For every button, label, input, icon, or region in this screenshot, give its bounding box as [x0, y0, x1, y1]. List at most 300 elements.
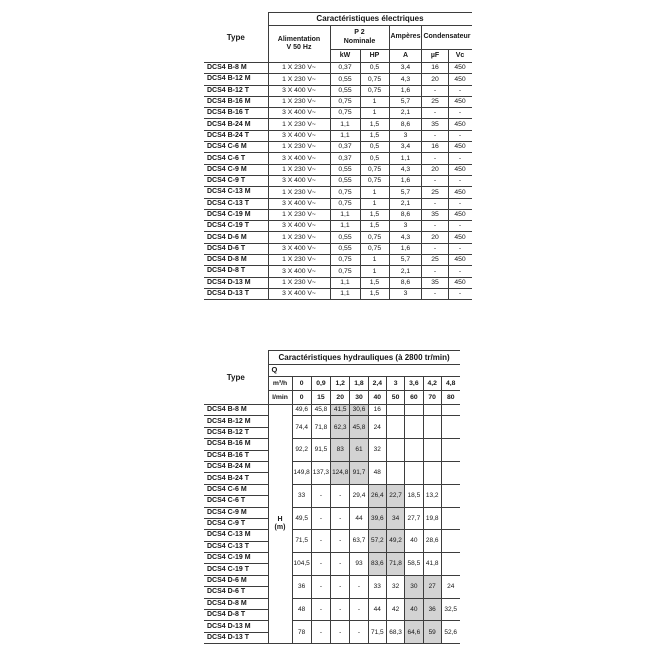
hydraulic-value-cell: 45,8 — [311, 405, 330, 416]
pump-type-cell: DCS4 C-19 M — [204, 209, 268, 220]
electrical-value-cell: 16 — [422, 142, 448, 153]
flow-value-cell: 2,4 — [368, 377, 386, 391]
hydraulic-value-cell: - — [331, 575, 350, 598]
electrical-value-cell: 1,6 — [389, 85, 422, 96]
electrical-value-cell: 1,5 — [360, 130, 389, 141]
q-flow-header: Q — [268, 365, 292, 377]
hydraulic-value-cell-shaded: 91,7 — [350, 461, 368, 484]
hydraulic-value-cell-shaded: 124,8 — [331, 461, 350, 484]
electrical-row — [204, 96, 472, 107]
electrical-value-cell: 450 — [448, 164, 471, 175]
hydraulic-value-cell-shaded: 71,8 — [386, 553, 404, 576]
pump-type-cell: DCS4 D-13 T — [204, 632, 268, 643]
electrical-value-cell: 0,75 — [330, 187, 360, 198]
electrical-row — [204, 288, 472, 299]
electrical-value-cell: 1 — [360, 198, 389, 209]
electrical-value-cell: - — [422, 175, 448, 186]
electrical-value-cell: 1 X 230 V~ — [268, 96, 330, 107]
electrical-row — [204, 85, 472, 96]
electrical-row — [204, 153, 472, 164]
electrical-value-cell: - — [448, 221, 471, 232]
pump-type-cell: DCS4 C-9 T — [204, 518, 268, 529]
electrical-value-cell: 2,1 — [389, 266, 422, 277]
flow-value-cell: 70 — [423, 391, 441, 405]
hydraulic-row — [204, 405, 460, 416]
pump-type-cell: DCS4 B-8 M — [204, 405, 268, 416]
electrical-value-cell: 1,5 — [360, 119, 389, 130]
flow-value-cell: 40 — [368, 391, 386, 405]
hydraulic-value-cell: - — [311, 553, 330, 576]
electrical-row — [204, 277, 472, 288]
hydraulic-value-cell: 32 — [386, 575, 404, 598]
hydraulic-row — [204, 621, 460, 632]
h-m-axis-line: H — [277, 516, 283, 524]
flow-value-cell: 3 — [386, 377, 404, 391]
pump-type-cell: DCS4 B-12 M — [204, 74, 268, 85]
electrical-value-cell: 4,3 — [389, 74, 422, 85]
hydraulic-value-cell: 29,4 — [350, 484, 368, 507]
hydraulic-value-cell: - — [331, 484, 350, 507]
hydraulic-value-cell — [423, 439, 441, 462]
electrical-value-cell: - — [422, 153, 448, 164]
hydraulic-value-cell: 36 — [292, 575, 311, 598]
p2-line1: P 2 — [354, 29, 365, 37]
hydraulic-value-cell — [423, 461, 441, 484]
hydraulic-value-cell: 18,5 — [405, 484, 423, 507]
electrical-value-cell: 3 X 400 V~ — [268, 85, 330, 96]
electrical-table-title: Caractéristiques électriques — [268, 13, 472, 26]
hydraulic-value-cell: 24 — [368, 416, 386, 439]
hydraulic-value-cell: - — [311, 507, 330, 530]
electrical-value-cell: 3 X 400 V~ — [268, 243, 330, 254]
hydraulic-value-cell — [423, 405, 441, 416]
electrical-value-cell: 1 X 230 V~ — [268, 209, 330, 220]
flow-value-cell: 15 — [311, 391, 330, 405]
hydraulic-value-cell: 49,5 — [292, 507, 311, 530]
pump-type-cell: DCS4 B-12 M — [204, 416, 268, 427]
pump-type-cell: DCS4 C-6 M — [204, 484, 268, 495]
hydraulic-value-cell-shaded: 62,3 — [331, 416, 350, 439]
hydraulic-value-cell-shaded: 45,8 — [350, 416, 368, 439]
hydraulic-value-cell: 28,6 — [423, 530, 441, 553]
electrical-value-cell: 0,55 — [330, 232, 360, 243]
hydraulic-value-cell-shaded: 30 — [405, 575, 423, 598]
electrical-value-cell: 1,1 — [330, 130, 360, 141]
flow-value-cell: 30 — [350, 391, 368, 405]
electrical-row — [204, 209, 472, 220]
electrical-value-cell: 1,1 — [330, 288, 360, 299]
electrical-value-cell: 1 — [360, 266, 389, 277]
pump-type-cell: DCS4 C-19 T — [204, 564, 268, 575]
hydraulic-value-cell — [405, 439, 423, 462]
pump-type-cell: DCS4 B-16 M — [204, 96, 268, 107]
hydraulic-value-cell-shaded: 22,7 — [386, 484, 404, 507]
hydraulic-value-cell-shaded: 59 — [423, 621, 441, 644]
electrical-value-cell: - — [448, 175, 471, 186]
pump-type-cell: DCS4 B-24 M — [204, 119, 268, 130]
electrical-value-cell: 0,75 — [330, 198, 360, 209]
electrical-value-cell: 3 — [389, 221, 422, 232]
pump-type-cell: DCS4 B-24 M — [204, 461, 268, 472]
electrical-value-cell: 0,75 — [360, 232, 389, 243]
electrical-value-cell: 8,6 — [389, 119, 422, 130]
electrical-row — [204, 221, 472, 232]
hydraulic-value-cell: 42 — [386, 598, 404, 621]
flow-value-cell: 50 — [386, 391, 404, 405]
hydraulic-value-cell: 44 — [368, 598, 386, 621]
electrical-row — [204, 175, 472, 186]
electrical-value-cell: - — [422, 288, 448, 299]
h-m-axis-label — [268, 405, 292, 644]
electrical-value-cell: 0,37 — [330, 142, 360, 153]
hydraulic-value-cell: 104,5 — [292, 553, 311, 576]
hydraulic-value-cell: 71,8 — [311, 416, 330, 439]
h-m-axis-line: (m) — [274, 524, 286, 532]
electrical-value-cell: 35 — [422, 209, 448, 220]
electrical-value-cell: 8,6 — [389, 277, 422, 288]
pump-type-cell: DCS4 C-19 T — [204, 221, 268, 232]
electrical-value-cell: 0,75 — [360, 85, 389, 96]
pump-type-cell: DCS4 C-13 T — [204, 541, 268, 552]
hydraulic-value-cell: 32 — [368, 439, 386, 462]
hydraulic-value-cell: - — [311, 621, 330, 644]
electrical-value-cell: 1,5 — [360, 221, 389, 232]
hydraulic-value-cell: 41,8 — [423, 553, 441, 576]
pump-type-cell: DCS4 D-8 M — [204, 598, 268, 609]
amperes-unit-header: A — [389, 50, 422, 63]
electrical-value-cell: - — [422, 221, 448, 232]
electrical-value-cell: 1,6 — [389, 243, 422, 254]
electrical-value-cell: 3 X 400 V~ — [268, 130, 330, 141]
pump-type-cell: DCS4 C-13 M — [204, 530, 268, 541]
flow-unit-label: l/min — [268, 391, 292, 405]
hydraulic-value-cell: - — [331, 553, 350, 576]
electrical-value-cell: 1 — [360, 108, 389, 119]
electrical-value-cell: 0,75 — [360, 74, 389, 85]
hydraulic-value-cell: 137,3 — [311, 461, 330, 484]
hydraulic-value-cell: - — [350, 598, 368, 621]
electrical-value-cell: 1 X 230 V~ — [268, 255, 330, 266]
flow-value-cell: 0 — [292, 391, 311, 405]
electrical-row — [204, 266, 472, 277]
uf-unit-header: µF — [422, 50, 448, 63]
pump-type-cell: DCS4 B-24 T — [204, 473, 268, 484]
electrical-row — [204, 142, 472, 153]
flow-unit-label: m³/h — [268, 377, 292, 391]
hydraulic-row — [204, 484, 460, 495]
hydraulic-value-cell — [441, 530, 459, 553]
amperes-header: Ampères — [389, 26, 422, 50]
electrical-value-cell: 1,5 — [360, 288, 389, 299]
pump-type-cell: DCS4 C-6 T — [204, 496, 268, 507]
pump-type-cell: DCS4 C-9 T — [204, 175, 268, 186]
hydraulic-value-cell: 92,2 — [292, 439, 311, 462]
pump-type-cell: DCS4 C-9 M — [204, 507, 268, 518]
electrical-value-cell: 3 X 400 V~ — [268, 175, 330, 186]
hydraulic-table-body — [204, 405, 460, 644]
electrical-value-cell: 4,3 — [389, 232, 422, 243]
electrical-value-cell: 3 X 400 V~ — [268, 153, 330, 164]
electrical-value-cell: 20 — [422, 164, 448, 175]
electrical-value-cell: - — [448, 85, 471, 96]
electrical-value-cell: 1,1 — [330, 119, 360, 130]
electrical-value-cell: 4,3 — [389, 164, 422, 175]
electrical-value-cell: - — [422, 243, 448, 254]
hydraulic-value-cell — [405, 416, 423, 439]
electrical-value-cell: 20 — [422, 232, 448, 243]
electrical-value-cell: 450 — [448, 232, 471, 243]
electrical-value-cell: - — [448, 266, 471, 277]
hydraulic-value-cell — [386, 416, 404, 439]
electrical-value-cell: - — [422, 130, 448, 141]
electrical-row — [204, 119, 472, 130]
hydraulic-value-cell-shaded: 34 — [386, 507, 404, 530]
electrical-value-cell: 1 X 230 V~ — [268, 142, 330, 153]
electrical-value-cell: 5,7 — [389, 255, 422, 266]
electrical-value-cell: - — [448, 130, 471, 141]
hydraulic-value-cell: - — [311, 575, 330, 598]
hydraulic-row — [204, 461, 460, 472]
hydraulic-value-cell: 13,2 — [423, 484, 441, 507]
electrical-value-cell: 20 — [422, 74, 448, 85]
vc-unit-header: Vc — [448, 50, 471, 63]
electrical-value-cell: 450 — [448, 74, 471, 85]
hydraulic-value-cell: 44 — [350, 507, 368, 530]
electrical-value-cell: 1,1 — [330, 209, 360, 220]
hydraulic-value-cell: 52,6 — [441, 621, 459, 644]
pump-type-cell: DCS4 B-24 T — [204, 130, 268, 141]
electrical-value-cell: 0,75 — [360, 164, 389, 175]
electrical-value-cell: 450 — [448, 119, 471, 130]
hydraulic-value-cell: - — [311, 598, 330, 621]
alimentation-header — [268, 26, 330, 63]
flow-value-cell: 1,2 — [331, 377, 350, 391]
pump-type-cell: DCS4 C-6 T — [204, 153, 268, 164]
electrical-value-cell: 1,1 — [389, 153, 422, 164]
electrical-value-cell: 16 — [422, 63, 448, 74]
electrical-value-cell: 3 X 400 V~ — [268, 266, 330, 277]
hydraulic-value-cell: 19,8 — [423, 507, 441, 530]
electrical-value-cell: 0,75 — [330, 96, 360, 107]
electrical-row — [204, 63, 472, 74]
electrical-row — [204, 164, 472, 175]
hydraulic-row — [204, 553, 460, 564]
hydraulic-value-cell — [441, 405, 459, 416]
hydraulic-value-cell-shaded: 36 — [423, 598, 441, 621]
hydraulic-row — [204, 530, 460, 541]
hydraulic-value-cell: 63,7 — [350, 530, 368, 553]
hydraulic-table — [204, 350, 460, 644]
flow-value-cell: 20 — [331, 391, 350, 405]
q-row-spacer — [292, 365, 460, 377]
electrical-value-cell: 25 — [422, 187, 448, 198]
electrical-row — [204, 108, 472, 119]
electrical-value-cell: 0,55 — [330, 74, 360, 85]
electrical-value-cell: 1 X 230 V~ — [268, 74, 330, 85]
hydraulic-value-cell-shaded: 49,2 — [386, 530, 404, 553]
electrical-value-cell: 0,55 — [330, 243, 360, 254]
hydraulic-value-cell: 48 — [292, 598, 311, 621]
hydraulic-value-cell: - — [331, 621, 350, 644]
hydraulic-value-cell: 27,7 — [405, 507, 423, 530]
pump-type-cell: DCS4 C-19 M — [204, 553, 268, 564]
electrical-value-cell: - — [422, 85, 448, 96]
flow-value-cell: 4,2 — [423, 377, 441, 391]
hydraulic-value-cell: - — [350, 575, 368, 598]
electrical-value-cell: 1,5 — [360, 209, 389, 220]
hydraulic-row — [204, 507, 460, 518]
flow-value-cell: 80 — [441, 391, 459, 405]
flow-value-cell: 3,6 — [405, 377, 423, 391]
electrical-value-cell: 0,55 — [330, 175, 360, 186]
p2-nominale-header — [330, 26, 389, 50]
flow-value-cell: 0 — [292, 377, 311, 391]
hydraulic-value-cell: 58,5 — [405, 553, 423, 576]
electrical-value-cell: - — [422, 198, 448, 209]
electrical-value-cell: 450 — [448, 63, 471, 74]
hydraulic-value-cell: 78 — [292, 621, 311, 644]
electrical-value-cell: 1 X 230 V~ — [268, 119, 330, 130]
electrical-value-cell: - — [448, 243, 471, 254]
flow-value-cell: 4,8 — [441, 377, 459, 391]
pump-type-cell: DCS4 C-13 M — [204, 187, 268, 198]
pump-type-cell: DCS4 B-16 M — [204, 439, 268, 450]
electrical-value-cell: 450 — [448, 277, 471, 288]
hp-unit-header: HP — [360, 50, 389, 63]
electrical-value-cell: - — [422, 266, 448, 277]
electrical-value-cell: 1 — [360, 96, 389, 107]
flow-value-cell: 1,8 — [350, 377, 368, 391]
electrical-value-cell: 1,6 — [389, 175, 422, 186]
hydraulic-value-cell — [405, 405, 423, 416]
electrical-row — [204, 187, 472, 198]
electrical-value-cell: 450 — [448, 142, 471, 153]
alimentation-line2: V 50 Hz — [286, 44, 312, 51]
electrical-value-cell: 3 X 400 V~ — [268, 221, 330, 232]
electrical-value-cell: 35 — [422, 277, 448, 288]
electrical-value-cell: 1 — [360, 255, 389, 266]
hydraulic-value-cell: 32,5 — [441, 598, 459, 621]
flow-value-cell: 60 — [405, 391, 423, 405]
hydraulic-value-cell: 71,5 — [292, 530, 311, 553]
pump-type-cell: DCS4 D-6 M — [204, 232, 268, 243]
electrical-value-cell: 25 — [422, 255, 448, 266]
electrical-value-cell: - — [448, 288, 471, 299]
hydraulic-value-cell: - — [331, 598, 350, 621]
electrical-value-cell: 1 X 230 V~ — [268, 164, 330, 175]
hydraulic-value-cell: - — [311, 530, 330, 553]
hydraulic-value-cell: 74,4 — [292, 416, 311, 439]
hydraulic-value-cell: 33 — [292, 484, 311, 507]
electrical-value-cell: - — [448, 108, 471, 119]
electrical-value-cell: 1 — [360, 187, 389, 198]
electrical-value-cell: 0,75 — [330, 108, 360, 119]
electrical-value-cell: 3,4 — [389, 63, 422, 74]
hydraulic-value-cell-shaded: 83 — [331, 439, 350, 462]
electrical-value-cell: 0,75 — [360, 243, 389, 254]
hydraulic-value-cell — [441, 461, 459, 484]
alimentation-line1: Alimentation — [277, 35, 321, 43]
electrical-value-cell: 1 X 230 V~ — [268, 277, 330, 288]
hydraulic-value-cell — [441, 439, 459, 462]
hydraulic-value-cell-shaded: 30,6 — [350, 405, 368, 416]
electrical-value-cell: 0,55 — [330, 85, 360, 96]
kw-unit-header: kW — [330, 50, 360, 63]
hydraulic-value-cell: 91,5 — [311, 439, 330, 462]
electrical-value-cell: 0,5 — [360, 142, 389, 153]
pump-type-cell: DCS4 B-16 T — [204, 450, 268, 461]
electrical-value-cell: 1 X 230 V~ — [268, 63, 330, 74]
hydraulic-value-cell: - — [311, 484, 330, 507]
hydraulic-value-cell-shaded: 61 — [350, 439, 368, 462]
pump-type-cell: DCS4 B-8 M — [204, 63, 268, 74]
electrical-value-cell: 2,1 — [389, 198, 422, 209]
electrical-value-cell: 8,6 — [389, 209, 422, 220]
pump-type-cell: DCS4 D-6 T — [204, 243, 268, 254]
electrical-value-cell: 450 — [448, 209, 471, 220]
electrical-row — [204, 198, 472, 209]
electrical-value-cell: 3 X 400 V~ — [268, 288, 330, 299]
electrical-row — [204, 232, 472, 243]
electrical-value-cell: 5,7 — [389, 187, 422, 198]
hydraulic-value-cell: 48 — [368, 461, 386, 484]
pump-type-cell: DCS4 C-9 M — [204, 164, 268, 175]
electrical-row — [204, 255, 472, 266]
electrical-value-cell: 2,1 — [389, 108, 422, 119]
electrical-row — [204, 130, 472, 141]
hydraulic-value-cell-shaded: 39,6 — [368, 507, 386, 530]
electrical-table — [204, 12, 472, 300]
hydraulic-value-cell: - — [331, 507, 350, 530]
pump-type-cell: DCS4 D-8 T — [204, 610, 268, 621]
hydraulic-value-cell: 149,8 — [292, 461, 311, 484]
electrical-value-cell: - — [448, 198, 471, 209]
pump-type-cell: DCS4 D-13 M — [204, 621, 268, 632]
hydraulic-value-cell — [386, 405, 404, 416]
hydraulic-value-cell-shaded: 41,5 — [331, 405, 350, 416]
electrical-value-cell: 450 — [448, 187, 471, 198]
pump-type-cell: DCS4 B-12 T — [204, 427, 268, 438]
hydraulic-value-cell: - — [350, 621, 368, 644]
pump-type-cell: DCS4 D-8 M — [204, 255, 268, 266]
hydraulic-value-cell: 33 — [368, 575, 386, 598]
pump-type-cell: DCS4 C-6 M — [204, 142, 268, 153]
hydraulic-value-cell — [441, 507, 459, 530]
condensateur-header: Condensateur — [422, 26, 472, 50]
hydraulic-value-cell-shaded: 57,2 — [368, 530, 386, 553]
hydraulic-value-cell: 24 — [441, 575, 459, 598]
pump-type-cell: DCS4 D-6 T — [204, 587, 268, 598]
hydraulic-value-cell — [386, 461, 404, 484]
pump-type-cell: DCS4 B-16 T — [204, 108, 268, 119]
pump-type-cell: DCS4 C-13 T — [204, 198, 268, 209]
hydraulic-value-cell — [441, 484, 459, 507]
hydraulic-value-cell: 68,3 — [386, 621, 404, 644]
p2-line2: Nominale — [343, 37, 376, 45]
hydraulic-value-cell: 16 — [368, 405, 386, 416]
hydraulic-row — [204, 575, 460, 586]
electrical-value-cell: - — [448, 153, 471, 164]
electrical-value-cell: 0,37 — [330, 63, 360, 74]
electrical-value-cell: 3 X 400 V~ — [268, 108, 330, 119]
hydraulic-table-title: Caractéristiques hydrauliques (à 2800 tr/min) — [268, 351, 460, 365]
electrical-value-cell: 0,75 — [330, 255, 360, 266]
hydraulic-row — [204, 416, 460, 427]
hydraulic-row — [204, 439, 460, 450]
electrical-value-cell: 1 X 230 V~ — [268, 187, 330, 198]
hydraulic-type-header: Type — [204, 351, 268, 405]
electrical-table-body — [204, 63, 472, 300]
